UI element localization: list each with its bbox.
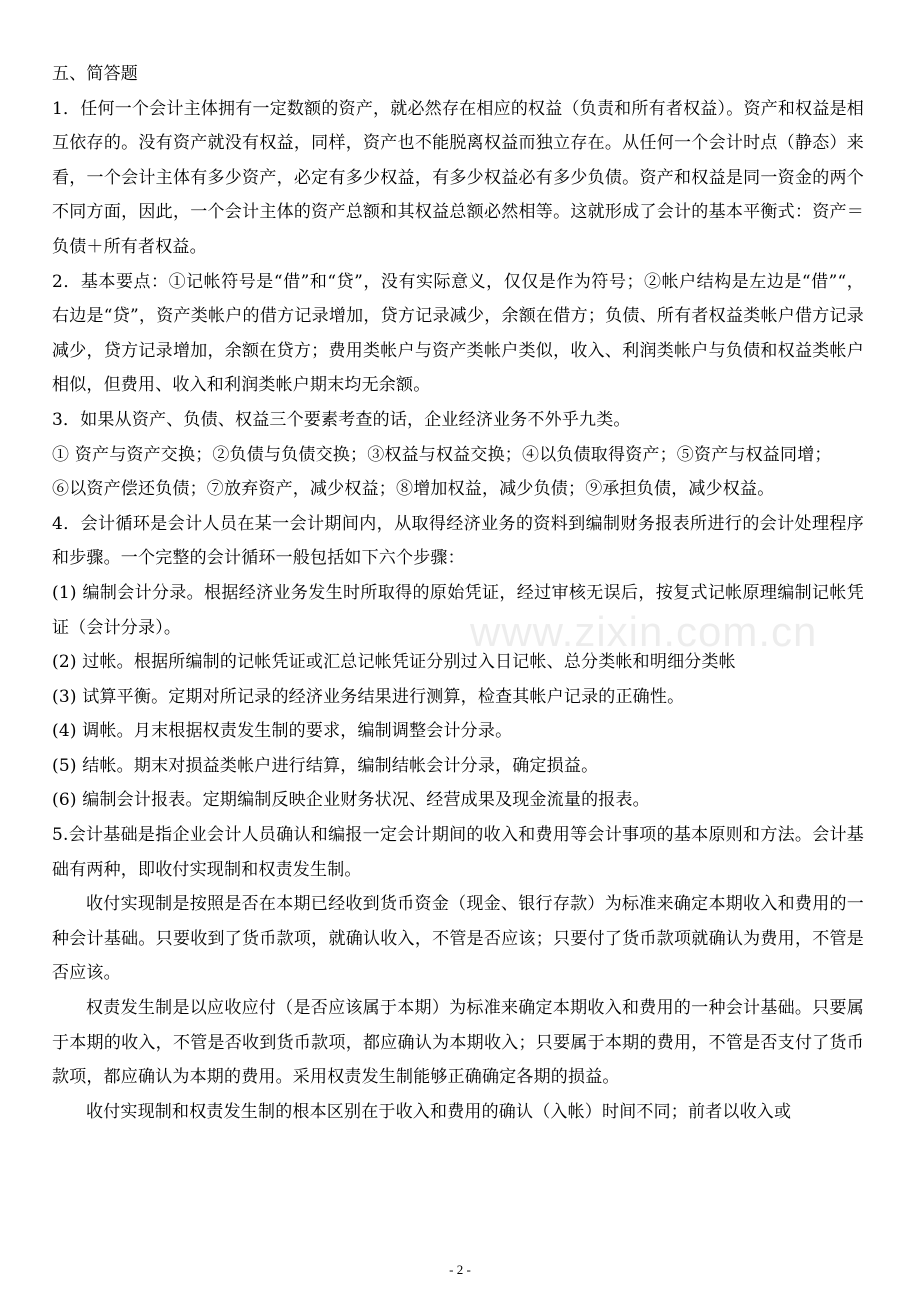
answer-5-paragraph-3: 收付实现制和权责发生制的根本区别在于收入和费用的确认（入帐）时间不同；前者以收入或 — [86, 1101, 792, 1122]
answer-4-step-4: (4) 调帐。月末根据权责发生制的要求，编制调整会计分录。 — [52, 721, 513, 742]
answer-5-paragraph-2: 权责发生制是以应收应付（是否应该属于本期）为标准来确定本期收入和费用的一种会计基础。只要属于本期的收入，不管是否收到货币款项，都应确认为本期收入；只要属于本期的费用，不管是否支付了货币款项，都应确认为本期的费用。采用权责发生制能够正确确定各期的损益。 — [52, 998, 864, 1088]
answer-3-list-b: ⑥以资产偿还负债；⑦放弃资产，减少权益；⑧增加权益，减少负债；⑨承担负债，减少权益。 — [52, 479, 775, 500]
section-heading: 五、简答题 — [52, 64, 138, 84]
answer-4-step-5: (5) 结帐。期末对损益类帐户进行结算，编制结帐会计分录，确定损益。 — [52, 755, 599, 776]
document-body — [52, 57, 864, 1129]
answer-4: 4．会计循环是会计人员在某一会计期间内，从取得经济业务的资料到编制财务报表所进行的会计处理程序和步骤。一个完整的会计循环一般包括如下六个步骤： — [52, 513, 864, 569]
answer-4-step-6: (6) 编制会计报表。定期编制反映企业财务状况、经营成果及现金流量的报表。 — [52, 790, 650, 811]
watermark: www.zixin.com.cn — [470, 608, 818, 655]
page-number: - 2 - — [449, 1262, 471, 1277]
answer-3: 3．如果从资产、负债、权益三个要素考查的话，企业经济业务不外乎九类。 — [52, 409, 631, 430]
answer-1: 1．任何一个会计主体拥有一定数额的资产，就必然存在相应的权益（负责和所有者权益）。资产和权益是相互依存的。没有资产就没有权益，同样，资产也不能脱离权益而独立存在。从任何一个会计时点（静态）来看，一个会计主体有多少资产，必定有多少权益，有多少权益必有多少负债。资产和权益是同一资金的两个不同方面，因此，一个会计主体的资产总额和其权益总额必然相等。这就形成了会计的基本平衡式：资产＝负债＋所有者权益。 — [52, 98, 864, 257]
answer-5-paragraph-1: 收付实现制是按照是否在本期已经收到货币资金（现金、银行存款）为标准来确定本期收入和费用的一种会计基础。只要收到了货币款项，就确认收入，不管是否应该；只要付了货币款项就确认为费用，不管是否应该。 — [52, 894, 864, 984]
answer-4-step-3: (3) 试算平衡。定期对所记录的经济业务结果进行测算，检查其帐户记录的正确性。 — [52, 686, 685, 707]
answer-3-list-a: ① 资产与资产交换；②负债与负债交换；③权益与权益交换；④以负债取得资产；⑤资产与权益同增； — [52, 444, 832, 465]
answer-4-step-1: (1) 编制会计分录。根据经济业务发生时所取得的原始凭证，经过审核无误后，按复式记帐原理编制记帐凭证（会计分录）。 — [52, 582, 864, 638]
answer-2: 2．基本要点：①记帐符号是“借”和“贷”，没有实际意义，仅仅是作为符号；②帐户结构是左边是“借”“，右边是“贷”，资产类帐户的借方记录增加，贷方记录减少，余额在借方；负债、所有者权益类帐户借方记录减少，贷方记录增加，余额在贷方；费用类帐户与资产类帐户类似，收入、利润类帐户与负债和权益类帐户相似，但费用、收入和利润类帐户期末均无余额。 — [52, 271, 864, 396]
answer-4-step-2: (2) 过帐。根据所编制的记帐凭证或汇总记帐凭证分别过入日记帐、总分类帐和明细分类帐 — [52, 652, 736, 673]
answer-5: 5.会计基础是指企业会计人员确认和编报一定会计期间的收入和费用等会计事项的基本原则和方法。会计基础有两种，即收付实现制和权责发生制。 — [52, 825, 864, 880]
